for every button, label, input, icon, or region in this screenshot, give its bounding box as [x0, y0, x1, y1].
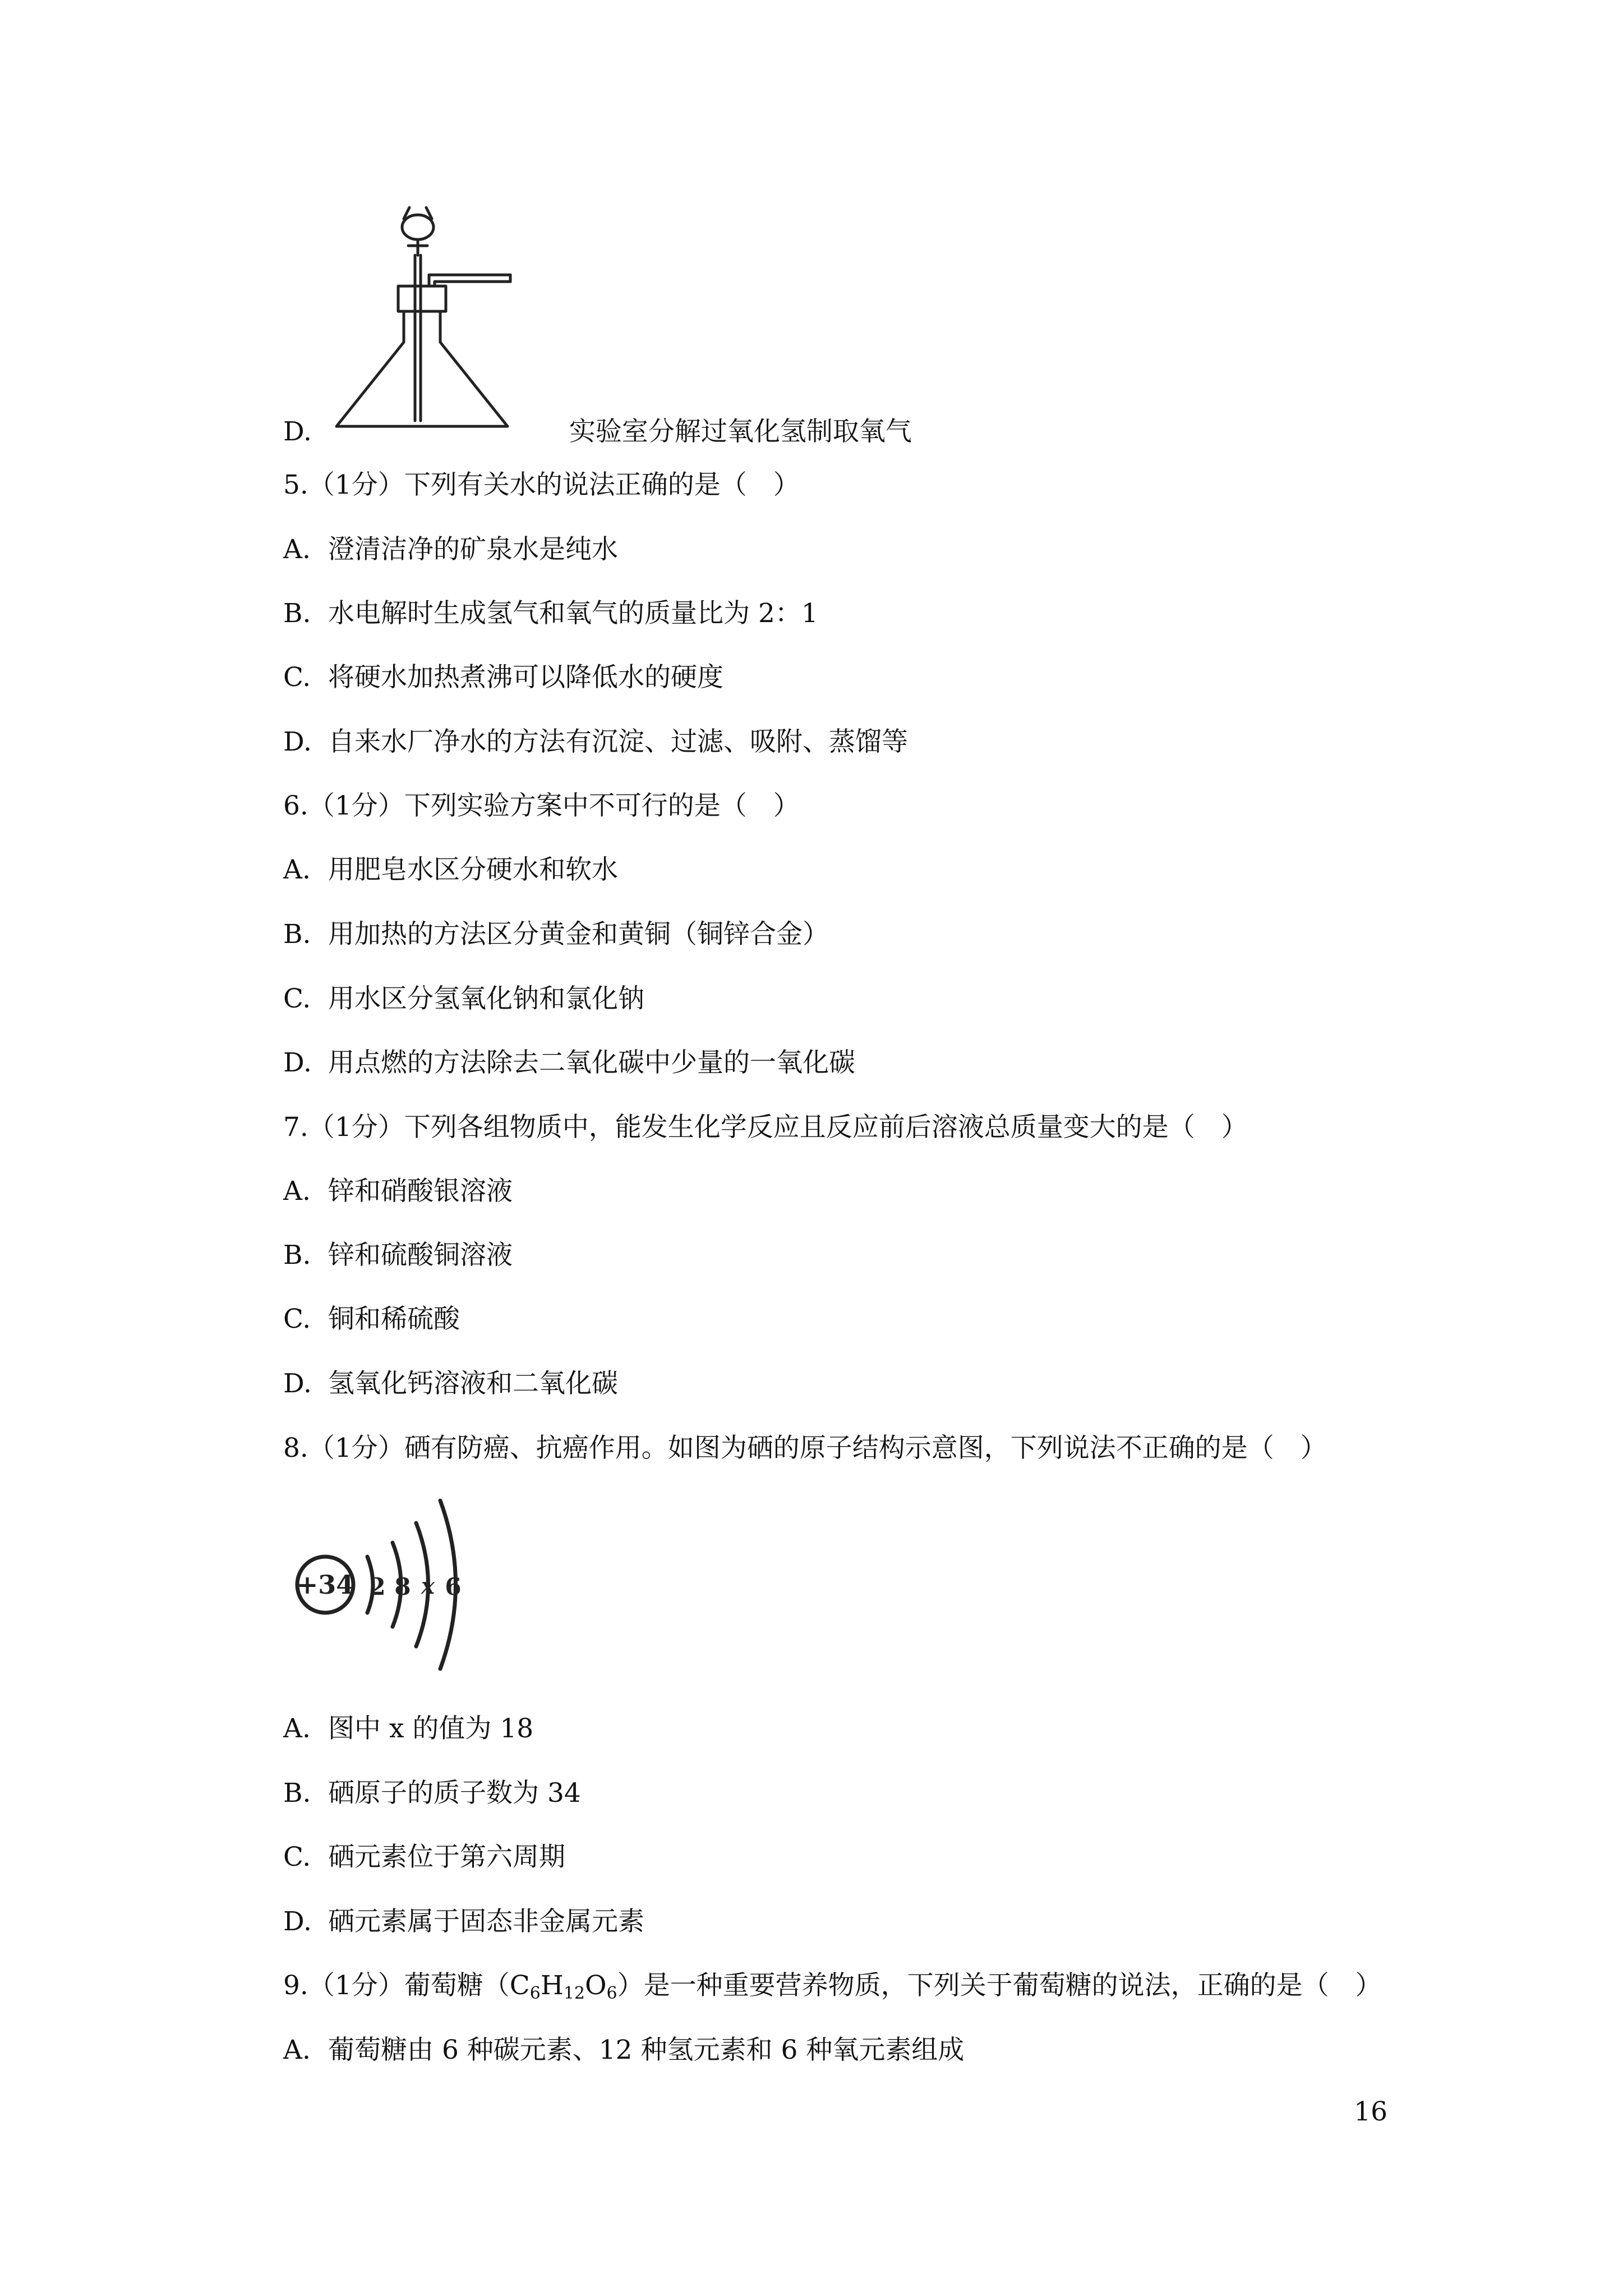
option-text: 硒元素属于固态非金属元素 [328, 1906, 644, 1937]
option-text: 硒元素位于第六周期 [328, 1842, 565, 1872]
shell-4-electrons: 6 [445, 1573, 462, 1600]
selenium-atom-diagram [286, 1492, 494, 1677]
option-label: B. [283, 1240, 311, 1271]
subscript: 6 [606, 1984, 617, 2003]
question-6-option-c [283, 982, 644, 1016]
option-label: A. [283, 1176, 311, 1207]
option-label: B. [283, 598, 311, 629]
option-label: C. [283, 983, 311, 1014]
question-5-option-d [283, 725, 908, 759]
question-7-option-c [283, 1303, 460, 1336]
stem-text: H [540, 1970, 564, 2001]
question-7-option-b [283, 1239, 513, 1272]
option-label: C. [283, 1304, 311, 1335]
question-8-stem: 8.（1分）硒有防癌、抗癌作用。如图为硒的原子结构示意图，下列说法不正确的是（ ） [283, 1433, 1327, 1464]
option-label: A. [283, 534, 311, 565]
page-number: 16 [1354, 2096, 1387, 2127]
stem-text: O [585, 1970, 607, 2001]
question-6-stem: 6.（1分）下列实验方案中不可行的是（ ） [283, 790, 800, 821]
question-5-option-c [283, 661, 723, 694]
option-label: A. [283, 1713, 311, 1744]
question-8-option-d [283, 1905, 644, 1939]
option-text: 葡萄糖由 6 种碳元素、12 种氢元素和 6 种氧元素组成 [328, 2035, 965, 2065]
option-label: A. [283, 2035, 311, 2065]
question-7-option-d [283, 1367, 618, 1401]
question-5-stem: 5.（1分）下列有关水的说法正确的是（ ） [283, 470, 800, 500]
question-7-option-a [283, 1175, 513, 1208]
option-text: 将硬水加热煮沸可以降低水的硬度 [328, 662, 723, 693]
option-text: 图中 x 的值为 18 [328, 1713, 534, 1744]
question-6-option-d [283, 1046, 855, 1080]
question-8-option-b [283, 1777, 581, 1810]
question-6-option-b [283, 918, 829, 951]
option-text: 用肥皂水区分硬水和软水 [328, 854, 618, 885]
question-7-stem: 7.（1分）下列各组物质中，能发生化学反应且反应前后溶液总质量变大的是（ ） [283, 1112, 1248, 1143]
option-text: 水电解时生成氢气和氧气的质量比为 2：1 [328, 598, 818, 629]
option-text: 铜和稀硫酸 [328, 1304, 460, 1335]
option-text: 锌和硝酸银溶液 [328, 1176, 513, 1207]
option-label: B. [283, 919, 311, 950]
option-label: D. [283, 1047, 312, 1078]
flask-apparatus-figure [320, 202, 555, 438]
option-label: C. [283, 662, 311, 693]
option-label: D. [283, 1368, 312, 1399]
question-5-option-a [283, 533, 618, 567]
shell-3-electrons: x [421, 1573, 435, 1599]
option-text: 用点燃的方法除去二氧化碳中少量的一氧化碳 [328, 1047, 855, 1078]
question-6-option-a [283, 853, 618, 887]
stem-text: 9.（1分）葡萄糖（C [283, 1970, 530, 2001]
option-text: 澄清洁净的矿泉水是纯水 [328, 534, 618, 565]
option-text: 用水区分氢氧化钠和氯化钠 [328, 983, 644, 1014]
nucleus-charge: +34 [296, 1570, 354, 1600]
option-text: 氢氧化钙溶液和二氧化碳 [328, 1368, 618, 1399]
option-label: D. [283, 726, 312, 757]
option-label: D. [283, 1906, 312, 1937]
subscript: 12 [563, 1984, 585, 2003]
option-text: 锌和硫酸铜溶液 [328, 1240, 513, 1271]
stem-text: ）是一种重要营养物质，下列关于葡萄糖的说法，正确的是（ ） [617, 1970, 1382, 2001]
shell-2-electrons: 8 [394, 1573, 411, 1600]
shell-1-electrons: 2 [369, 1573, 386, 1600]
option-label: C. [283, 1842, 311, 1872]
option-label: B. [283, 1778, 311, 1809]
option-label: A. [283, 854, 311, 885]
option-text: 自来水厂净水的方法有沉淀、过滤、吸附、蒸馏等 [328, 726, 908, 757]
option-label: D. [283, 416, 312, 447]
question-8-option-a [283, 1712, 533, 1746]
option-text: 硒原子的质子数为 34 [328, 1778, 581, 1809]
question-5-option-b [283, 597, 818, 631]
question-9-stem [283, 1969, 1382, 2003]
option-text: 用加热的方法区分黄金和黄铜（铜锌合金） [328, 919, 829, 950]
option-d-apparatus [283, 415, 912, 449]
subscript: 6 [529, 1984, 541, 2003]
option-text: 实验室分解过氧化氢制取氧气 [569, 416, 912, 447]
question-9-option-a [283, 2033, 964, 2067]
question-8-option-c [283, 1841, 565, 1874]
